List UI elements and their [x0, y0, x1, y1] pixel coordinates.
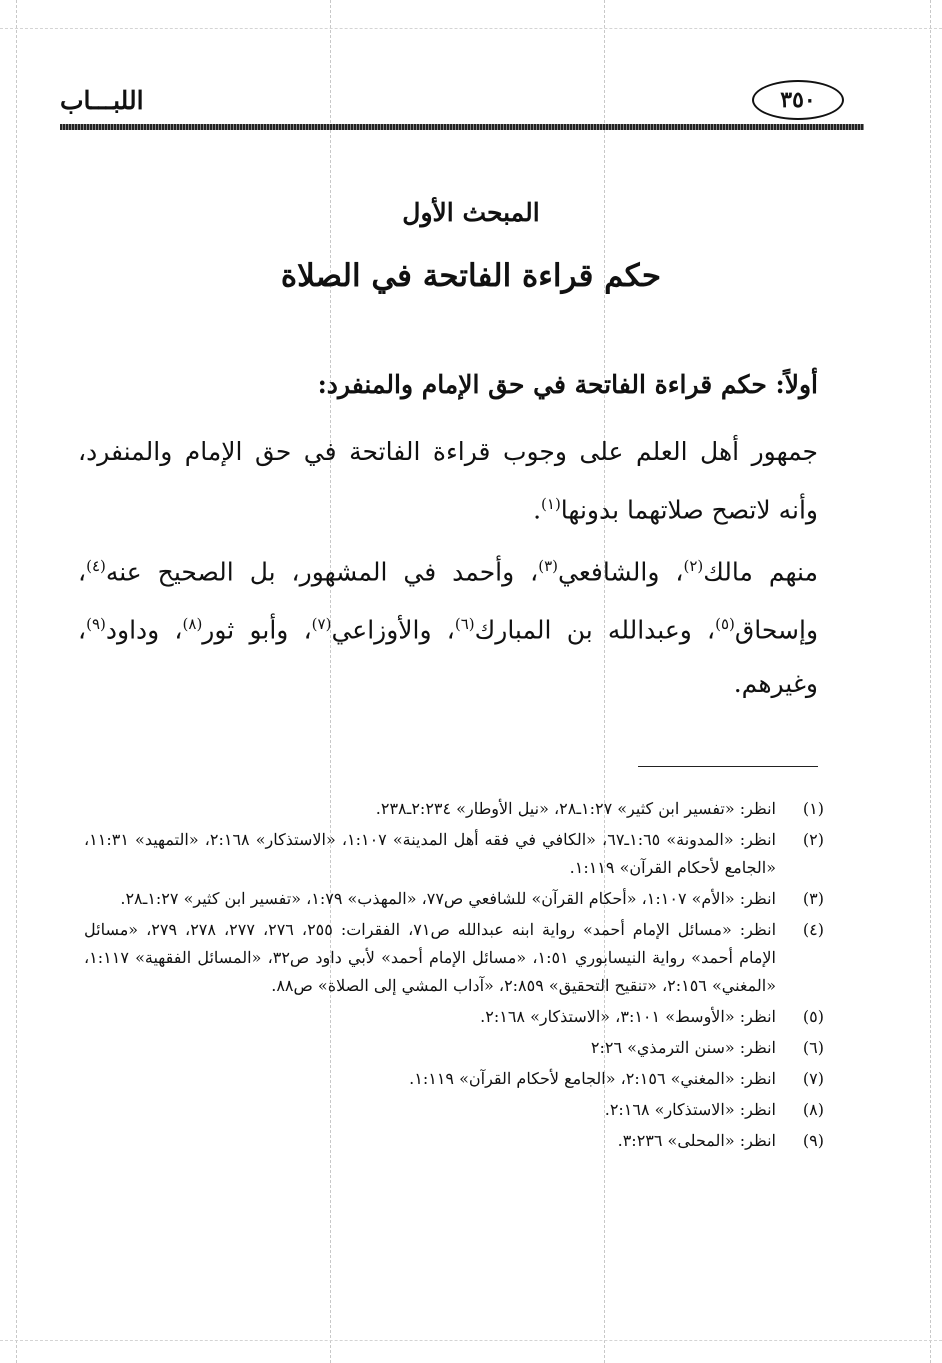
paragraph-end: . — [533, 495, 542, 525]
footnote-number: (٥) — [802, 1007, 824, 1026]
footnote-item — [84, 885, 824, 913]
footnote-text: انظر: «المحلى» ٣:٢٣٦. — [617, 1131, 776, 1150]
footnote-item — [84, 1127, 824, 1155]
paragraph-text: منهم مالك — [703, 557, 818, 587]
footnote-ref[interactable]: (٣) — [538, 557, 559, 575]
scan-guide-line — [0, 1340, 942, 1341]
header-rule — [60, 124, 864, 130]
footnote-separator — [638, 766, 818, 767]
footnote-number: (١) — [802, 799, 824, 818]
footnote-item — [84, 1034, 824, 1062]
section-heading: المبحث الأول — [402, 198, 540, 227]
footnote-text: انظر: «المدونة» ١:٦٥ـ٦٧، «الكافي في فقه أهل المدينة» ١:١٠٧، «الاستذكار» ٢:١٦٨، «التمهيد» ١١:٣١، «الجامع لأحكام القرآن» ١:١١٩. — [84, 830, 776, 877]
footnote-text: انظر: «تفسير ابن كثير» ١:٢٧ـ٢٨، «نيل الأوطار» ٢:٢٣٤ـ٢٣٨. — [375, 799, 776, 818]
footnote-ref[interactable]: (١) — [541, 495, 561, 513]
paragraph-text: ، وأحمد في المشهور، بل الصحيح عنه — [105, 557, 539, 587]
footnote-ref[interactable]: (٢) — [683, 557, 704, 575]
footnote-ref[interactable]: (٦) — [454, 615, 475, 634]
footnote-ref[interactable]: (٩) — [86, 615, 106, 634]
footnote-text: انظر: «مسائل الإمام أحمد» رواية ابنه عبدالله ص٧١، الفقرات: ٢٥٥، ٢٧٦، ٢٧٧، ٢٧٨، ٢٧٩، «مسائل الإمام أحمد» رواية النيسابوري ١:٥١، «مسائل الإمام أحمد» لأبي داود ص٣٢، «المسائل الفقهية» ١:١١٧، «المغني» ٢:١٥٦، «تنقيح التحقيق» ٢:٨٥٩، «آداب المشي إلى الصلاة» ص٨٨. — [84, 920, 777, 995]
paragraph-text: ، والشافعي — [558, 557, 684, 587]
footnote-item — [84, 795, 824, 823]
footnote-number: (٦) — [802, 1038, 824, 1057]
paragraph-text: ، والأوزاعي — [331, 615, 455, 645]
paragraph-text: ، وداود — [105, 615, 183, 645]
running-title: اللبـــاب — [60, 86, 144, 115]
footnote-text: انظر: «الأوسط» ٣:١٠١، «الاستذكار» ٢:١٦٨. — [480, 1007, 776, 1026]
footnote-ref[interactable]: (٧) — [311, 615, 332, 634]
footnote-ref[interactable]: (٤) — [86, 557, 106, 575]
page-header — [60, 80, 864, 130]
footnotes — [84, 795, 824, 1158]
paragraph-1 — [78, 425, 818, 536]
paragraph-text: ، وإسحاق — [78, 557, 819, 645]
footnote-number: (٣) — [802, 889, 824, 908]
paragraph-text: ، وغيرهم. — [78, 615, 818, 698]
scan-guide-line — [0, 28, 942, 29]
footnote-ref[interactable]: (٨) — [182, 615, 203, 634]
scan-guide-line — [930, 0, 931, 1363]
footnote-item — [84, 916, 824, 1000]
footnote-ref[interactable]: (٥) — [715, 615, 735, 634]
footnote-item — [84, 1065, 824, 1093]
paragraph-2 — [78, 540, 818, 710]
footnote-item — [84, 826, 824, 882]
paragraph-text: ، وعبدالله بن المبارك — [474, 615, 716, 645]
footnote-item — [84, 1096, 824, 1124]
footnote-item — [84, 1003, 824, 1031]
footnote-number: (٢) — [802, 830, 824, 849]
scan-guide-line — [16, 0, 17, 1363]
footnote-text: انظر: «الأم» ١:١٠٧، «أحكام القرآن» للشافعي ص٧٧، «المهذب» ١:٧٩، «تفسير ابن كثير» ١:٢٧ـ٢٨. — [120, 889, 776, 908]
footnote-text: انظر: «الاستذكار» ٢:١٦٨. — [604, 1100, 776, 1119]
footnote-text: انظر: «المغني» ٢:١٥٦، «الجامع لأحكام القرآن» ١:١١٩. — [409, 1069, 776, 1088]
footnote-text: انظر: «سنن الترمذي» ٢:٢٦ — [590, 1038, 776, 1057]
paragraph-text: ، وأبو ثور — [202, 615, 312, 645]
footnote-number: (٩) — [802, 1131, 824, 1150]
footnote-number: (٧) — [802, 1069, 824, 1088]
section-title: حكم قراءة الفاتحة في الصلاة — [280, 258, 662, 294]
subheading: أولاً: حكم قراءة الفاتحة في حق الإمام والمنفرد: — [317, 370, 818, 399]
footnote-number: (٤) — [802, 920, 824, 939]
paragraph-text: جمهور أهل العلم على وجوب قراءة الفاتحة في حق الإمام والمنفرد، وأنه لاتصح صلاتهما بدونها — [78, 437, 818, 525]
footnote-number: (٨) — [802, 1100, 824, 1119]
page-number: ٣٥٠ — [752, 80, 844, 120]
